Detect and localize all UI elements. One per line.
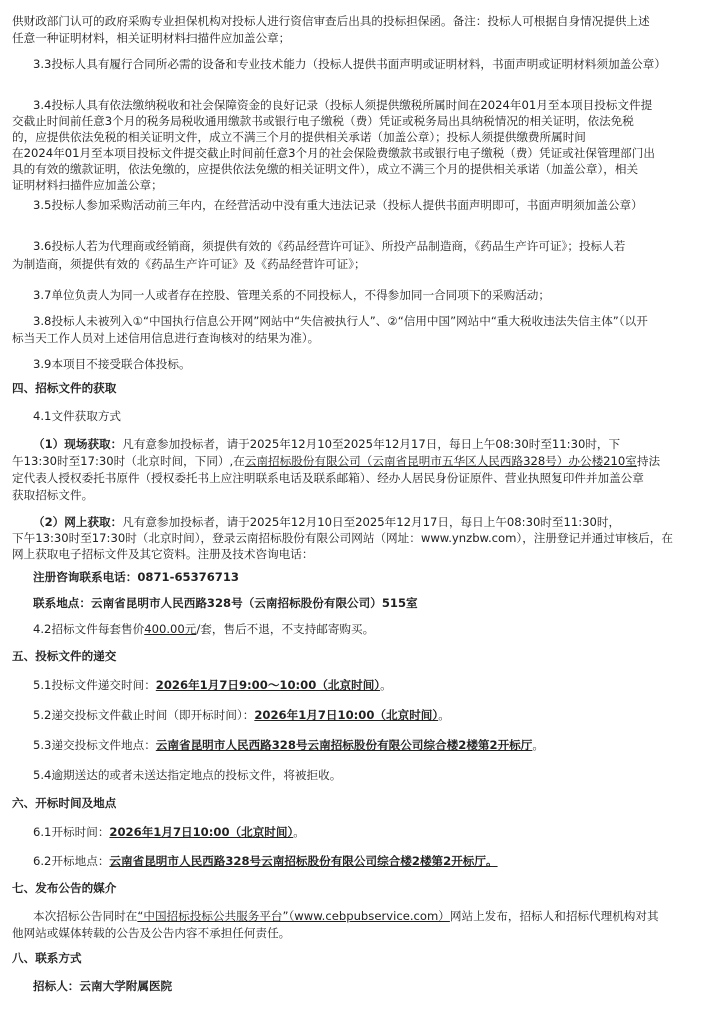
clause-4-1: 4.1文件获取方式: [33, 409, 122, 423]
paragraph-line: 任意一种证明材料，相关证明材料扫描件应加盖公章；: [12, 31, 291, 45]
document-price: 400.00元: [144, 622, 197, 636]
section-heading-6: 六、开标时间及地点: [12, 796, 117, 810]
clause-5-2: 5.2递交投标文件截止时间（即开标时间）：2026年1月7日10:00（北京时间）。: [33, 708, 450, 722]
paragraph-line: 交截止时间前任意3个月的税务局税收通用缴款书或银行电子缴税（费）凭证或税务局出具纳税情况的相关证明，依法免税: [12, 114, 634, 128]
clause-3-4: 3.4投标人具有依法缴纳税收和社会保障资金的良好记录（投标人须提供缴税所属时间在2024年01月至本项目投标文件提: [33, 98, 653, 112]
clause-6-2: 6.2开标地点：云南省昆明市人民西路328号云南招标股份有限公司综合楼2楼第2开标厅。: [33, 854, 498, 868]
platform-link[interactable]: “中国招标投标公共服务平台”（www.cebpubservice.com）: [137, 909, 450, 923]
media-paragraph: 本次招标公告同时在“中国招标投标公共服务平台”（www.cebpubservice.com）网站上发布，招标人和招标代理机构对其: [33, 909, 659, 923]
contact-address: 联系地点：云南省昆明市人民西路328号（云南招标股份有限公司）515室: [33, 596, 418, 610]
clause-5-4: 5.4逾期送达的或者未送达指定地点的投标文件，将被拒收。: [33, 768, 342, 782]
clause-3-9: 3.9本项目不接受联合体投标。: [33, 357, 191, 371]
submission-time: 2026年1月7日9:00～10:00（北京时间）: [155, 678, 381, 692]
clause-5-1: 5.1投标文件递交时间：2026年1月7日9:00～10:00（北京时间）。: [33, 678, 392, 692]
onsite-address-link: 云南招标股份有限公司（云南省昆明市五华区人民西路328号）办公楼210室: [244, 454, 637, 468]
onsite-text: 凡有意参加投标者，请于2025年12月10至2025年12月17日，每日上午08:30时至11:30时，下: [122, 437, 621, 451]
onsite-label: （1）现场获取：: [33, 437, 123, 451]
clause-3-3: 3.3投标人具有履行合同所必需的设备和专业技术能力（投标人提供书面声明或证明材料，书面声明或证明材料须加盖公章）: [33, 57, 666, 71]
paragraph-line: 网上获取电子招标文件及其它资料。注册及技术咨询电话：: [12, 547, 314, 561]
section-heading-5: 五、投标文件的递交: [12, 649, 117, 663]
paragraph-line: 午13:30时至17:30时（北京时间，下同）,在云南招标股份有限公司（云南省昆明市五华区人民西路328号）办公楼210室持法: [12, 454, 661, 468]
paragraph-line: 的，应提供依法免税的相关证明文件，成立不满三个月的提供相关承诺（加盖公章）；投标人须提供缴费所属时间: [12, 130, 586, 144]
registration-phone: 注册咨询联系电话：0871-65376713: [33, 570, 239, 584]
opening-time: 2026年1月7日10:00（北京时间）: [109, 825, 294, 839]
paragraph-line: 获取招标文件。: [12, 488, 94, 502]
submission-deadline: 2026年1月7日10:00（北京时间）: [254, 708, 439, 722]
paragraph-line: 证明材料扫描件应加盖公章；: [12, 178, 163, 192]
tenderer: 招标人：云南大学附属医院: [33, 979, 173, 993]
opening-location: 云南省昆明市人民西路328号云南招标股份有限公司综合楼2楼第2开标厅。: [109, 854, 498, 868]
section-heading-8: 八、联系方式: [12, 951, 82, 965]
paragraph-line: 为制造商，须提供有效的《药品生产许可证》及《药品经营许可证》；: [12, 257, 366, 271]
online-acquisition: [33, 514, 620, 531]
clause-3-5: 3.5投标人参加采购活动前三年内，在经营活动中没有重大违法记录（投标人提供书面声明即可，书面声明须加盖公章）: [33, 198, 643, 212]
section-heading-4: 四、招标文件的获取: [12, 381, 117, 395]
paragraph-line: 定代表人授权委托书原件（授权委托书上应注明联系电话及联系邮箱）、经办人居民身份证原件、营业执照复印件并加盖公章: [12, 471, 644, 485]
clause-5-3: 5.3递交投标文件地点：云南省昆明市人民西路328号云南招标股份有限公司综合楼2楼第2开标厅。: [33, 738, 544, 752]
phone-number: 0871-65376713: [137, 570, 239, 584]
clause-3-6: 3.6投标人若为代理商或经销商，须提供有效的《药品经营许可证》、所投产品制造商，《药品生产许可证》；投标人若: [33, 239, 626, 253]
clause-3-8: 3.8投标人未被列入①“中国执行信息公开网”网站中“失信被执行人”、②“信用中国”网站中“重大税收违法失信主体”（以开: [33, 314, 648, 328]
paragraph-line: 在2024年01月至本项目投标文件提交截止时间前任意3个月的社会保险费缴款书或银行电子缴税（费）凭证或社保管理部门出: [12, 146, 655, 160]
paragraph-line: 具的有效的缴款证明，依法免缴的，应提供依法免缴的相关证明文件），成立不满三个月的提供相关承诺（加盖公章），相关: [12, 162, 639, 176]
clause-3-7: 3.7单位负责人为同一人或者存在控股、管理关系的不同投标人，不得参加同一合同项下的采购活动；: [33, 288, 550, 302]
paragraph-line: 供财政部门认可的政府采购专业担保机构对投标人进行资信审查后出具的投标担保函。备注：投标人可根据自身情况提供上述: [12, 14, 650, 28]
section-heading-7: 七、发布公告的媒介: [12, 881, 117, 895]
clause-6-1: 6.1开标时间：2026年1月7日10:00（北京时间）。: [33, 825, 305, 839]
tenderer-name: 云南大学附属医院: [79, 979, 173, 993]
clause-4-2: 4.2招标文件每套售价400.00元/套，售后不退，不支持邮寄购买。: [33, 622, 375, 636]
address-value: 云南省昆明市人民西路328号（云南招标股份有限公司）515室: [90, 596, 418, 610]
onsite-acquisition: [33, 436, 620, 453]
online-label: （2）网上获取：: [33, 515, 123, 529]
submission-location: 云南省昆明市人民西路328号云南招标股份有限公司综合楼2楼第2开标厅: [155, 738, 533, 752]
paragraph-line: 标当天工作人员对上述信用信息进行查询核对的结果为准）。: [12, 331, 320, 345]
online-text: 凡有意参加投标者，请于2025年12月10日至2025年12月17日，每日上午08:30时至11:30时，: [122, 515, 621, 529]
paragraph-line: 下午13:30时至17:30时（北京时间），登录云南招标股份有限公司网站（网址：www.ynzbw.com），注册登记并通过审核后，在: [12, 531, 673, 545]
paragraph-line: 他网站或媒体转载的公告及公告内容不承担任何责任。: [12, 926, 291, 940]
